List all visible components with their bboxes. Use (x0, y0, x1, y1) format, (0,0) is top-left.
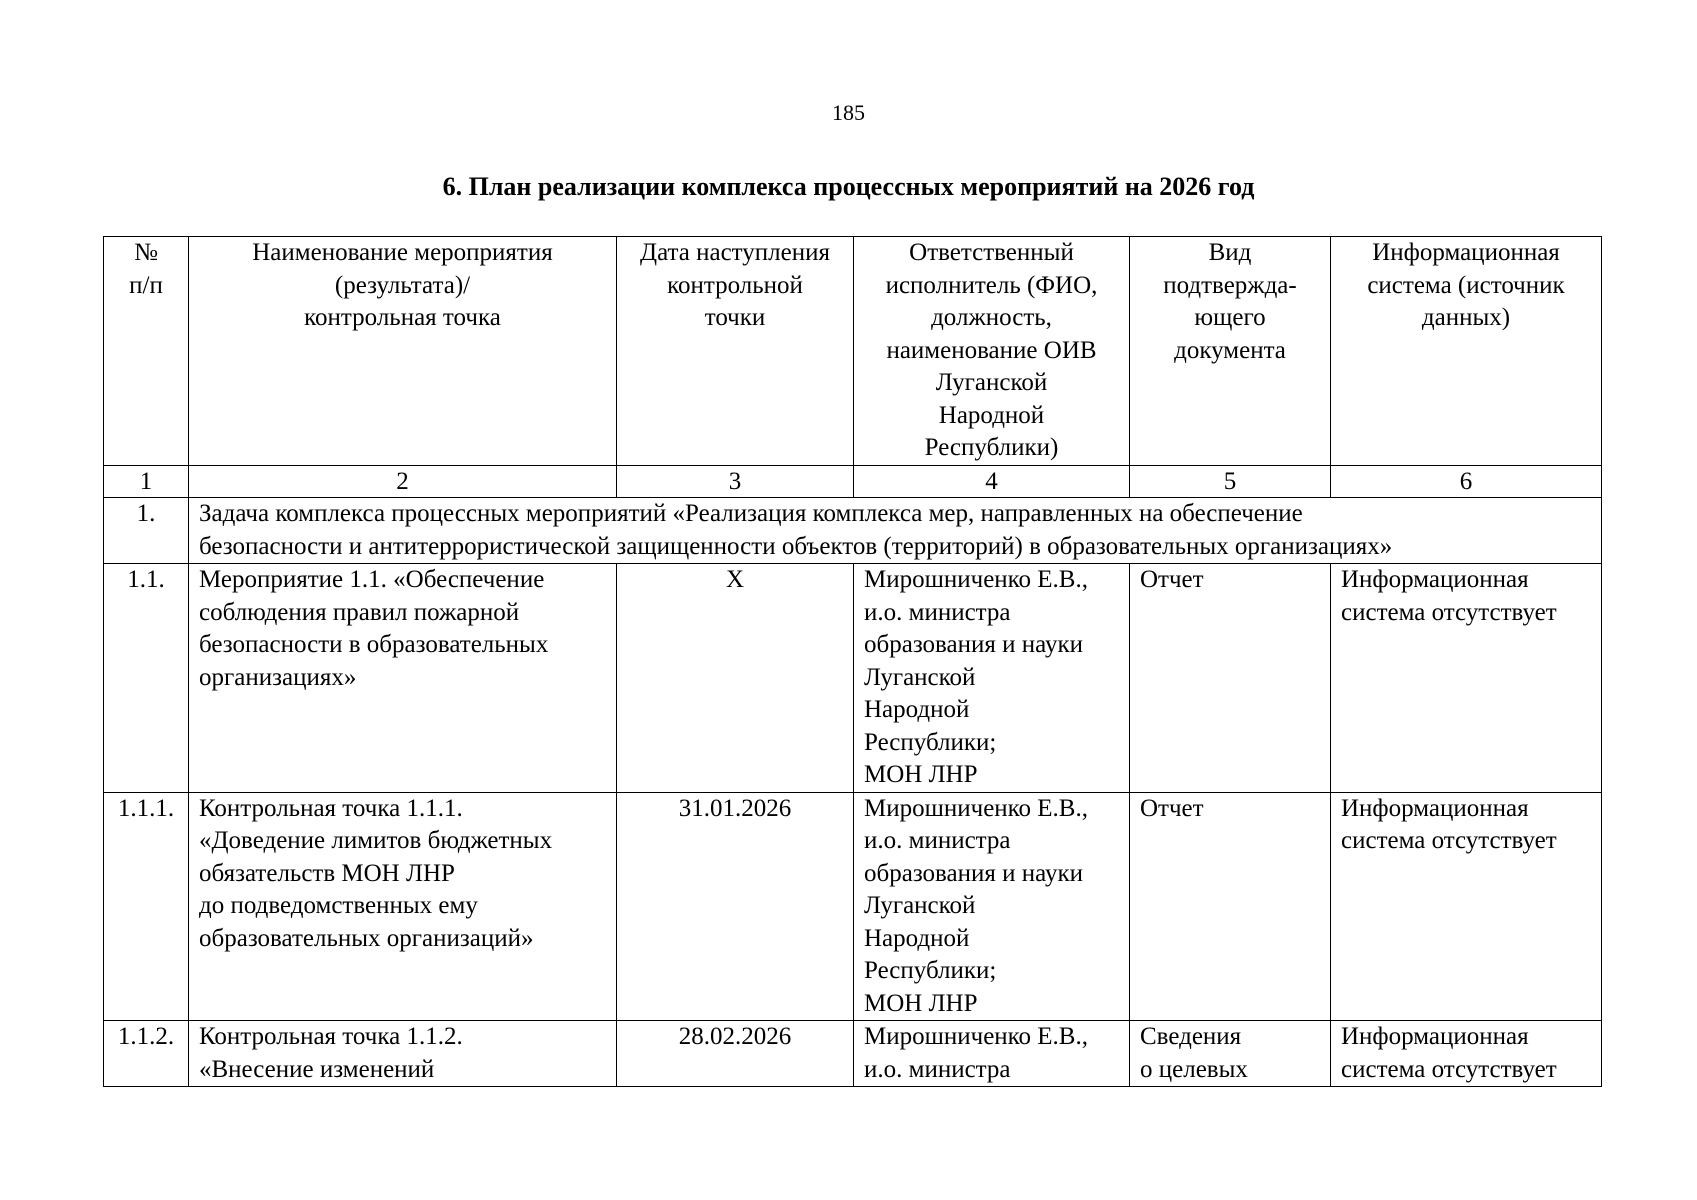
row-number: 1.1.1. (104, 792, 189, 1021)
column-number: 4 (854, 466, 1130, 498)
row-control-date: Х (617, 564, 854, 793)
header-info-system: Информационная система (источник данных) (1331, 237, 1602, 466)
page-number: 185 (832, 100, 865, 125)
column-number: 5 (1130, 466, 1331, 498)
column-number: 2 (189, 466, 617, 498)
row-responsible: Мирошниченко Е.В., и.о. министра (854, 1021, 1130, 1087)
column-number: 1 (104, 466, 189, 498)
row-document-type: Сведения о целевых (1130, 1021, 1331, 1087)
header-responsible: Ответственный исполнитель (ФИО, должность, наименование ОИВ Луганской Народной Республики) (854, 237, 1130, 466)
task-text: Задача комплекса процессных мероприятий «Реализация комплекса мер, направленных на обеспечение безопасности и антитеррористической защищенности объектов (территорий) в образовательных организациях» (189, 498, 1602, 564)
row-info-system: Информационная система отсутствует (1331, 564, 1602, 793)
row-control-date: 31.01.2026 (617, 792, 854, 1021)
task-number: 1. (104, 498, 189, 564)
row-event-name: Контрольная точка 1.1.1. «Доведение лимитов бюджетных обязательств МОН ЛНР до подведомственных ему образовательных организаций» (189, 792, 617, 1021)
header-number: № п/п (104, 237, 189, 466)
header-document-type: Вид подтвержда- ющего документа (1130, 237, 1331, 466)
row-document-type: Отчет (1130, 792, 1331, 1021)
row-document-type: Отчет (1130, 564, 1331, 793)
row-number: 1.1.2. (104, 1021, 189, 1087)
row-responsible: Мирошниченко Е.В., и.о. министра образования и науки Луганской Народной Республики; МОН ЛНР (854, 792, 1130, 1021)
table-header-row (104, 237, 1602, 466)
task-row (104, 498, 1602, 564)
row-number: 1.1. (104, 564, 189, 793)
section-title: 6. План реализации комплекса процессных мероприятий на 2026 год (442, 172, 1255, 201)
column-number: 6 (1331, 466, 1602, 498)
header-event-name: Наименование мероприятия (результата)/ контрольная точка (189, 237, 617, 466)
row-info-system: Информационная система отсутствует (1331, 792, 1602, 1021)
table-row (104, 564, 1602, 793)
plan-table (103, 236, 1602, 1087)
row-event-name: Контрольная точка 1.1.2. «Внесение изменений (189, 1021, 617, 1087)
table-row (104, 1021, 1602, 1087)
row-event-name: Мероприятие 1.1. «Обеспечение соблюдения правил пожарной безопасности в образовательных организациях» (189, 564, 617, 793)
row-info-system: Информационная система отсутствует (1331, 1021, 1602, 1087)
row-responsible: Мирошниченко Е.В., и.о. министра образования и науки Луганской Народной Республики; МОН ЛНР (854, 564, 1130, 793)
table-row (104, 792, 1602, 1021)
header-control-date: Дата наступления контрольной точки (617, 237, 854, 466)
column-number-row (104, 466, 1602, 498)
row-control-date: 28.02.2026 (617, 1021, 854, 1087)
column-number: 3 (617, 466, 854, 498)
